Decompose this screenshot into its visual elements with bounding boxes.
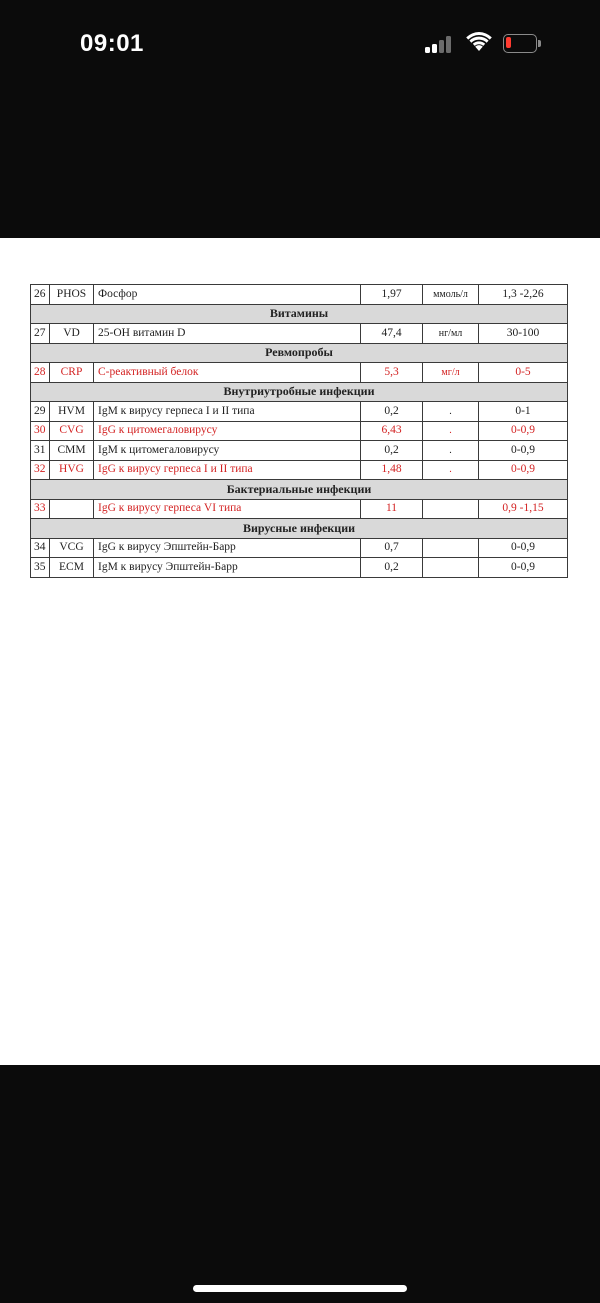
result-value-cell: 0,2 — [361, 441, 423, 461]
table-row — [31, 363, 568, 383]
test-code-cell: HVG — [50, 460, 94, 480]
reference-range-cell: 1,3 -2,26 — [479, 285, 568, 305]
row-number-cell: 32 — [31, 460, 50, 480]
section-title: Витамины — [31, 304, 568, 324]
section-header-row — [31, 480, 568, 500]
table-row — [31, 421, 568, 441]
unit-cell: нг/мл — [423, 324, 479, 344]
unit-cell — [423, 558, 479, 578]
section-header-row — [31, 519, 568, 539]
test-code-cell — [50, 499, 94, 519]
result-value-cell: 0,7 — [361, 538, 423, 558]
row-number-cell: 27 — [31, 324, 50, 344]
reference-range-cell: 0,9 -1,15 — [479, 499, 568, 519]
reference-range-cell: 0-0,9 — [479, 460, 568, 480]
result-value-cell: 5,3 — [361, 363, 423, 383]
unit-cell — [423, 538, 479, 558]
test-name-cell: IgG к вирусу герпеса VI типа — [94, 499, 361, 519]
test-code-cell: HVM — [50, 402, 94, 422]
result-value-cell: 1,48 — [361, 460, 423, 480]
unit-cell: ммоль/л — [423, 285, 479, 305]
section-header-row — [31, 382, 568, 402]
unit-cell: . — [423, 421, 479, 441]
reference-range-cell: 0-0,9 — [479, 441, 568, 461]
section-title: Вирусные инфекции — [31, 519, 568, 539]
test-name-cell: IgG к цитомегаловирусу — [94, 421, 361, 441]
wifi-icon — [466, 32, 492, 52]
battery-icon — [503, 34, 539, 53]
result-value-cell: 6,43 — [361, 421, 423, 441]
test-name-cell: IgM к цитомегаловирусу — [94, 441, 361, 461]
table-row — [31, 460, 568, 480]
reference-range-cell: 0-0,9 — [479, 558, 568, 578]
section-title: Бактериальные инфекции — [31, 480, 568, 500]
section-header-row — [31, 343, 568, 363]
row-number-cell: 29 — [31, 402, 50, 422]
row-number-cell: 31 — [31, 441, 50, 461]
result-value-cell: 47,4 — [361, 324, 423, 344]
test-code-cell: CMM — [50, 441, 94, 461]
document-page — [0, 238, 600, 1065]
unit-cell: . — [423, 460, 479, 480]
bottom-bar — [0, 1065, 600, 1303]
table-row — [31, 324, 568, 344]
reference-range-cell: 0-0,9 — [479, 538, 568, 558]
test-code-cell: PHOS — [50, 285, 94, 305]
test-code-cell: CRP — [50, 363, 94, 383]
row-number-cell: 30 — [31, 421, 50, 441]
test-code-cell: ECM — [50, 558, 94, 578]
row-number-cell: 34 — [31, 538, 50, 558]
section-title: Внутриутробные инфекции — [31, 382, 568, 402]
unit-cell: . — [423, 441, 479, 461]
test-code-cell: CVG — [50, 421, 94, 441]
unit-cell: . — [423, 402, 479, 422]
test-name-cell: IgM к вирусу герпеса I и II типа — [94, 402, 361, 422]
row-number-cell: 26 — [31, 285, 50, 305]
test-code-cell: VCG — [50, 538, 94, 558]
cellular-signal-icon — [425, 35, 457, 53]
table-row — [31, 285, 568, 305]
result-value-cell: 11 — [361, 499, 423, 519]
test-code-cell: VD — [50, 324, 94, 344]
home-indicator[interactable] — [193, 1285, 407, 1292]
test-name-cell: Фосфор — [94, 285, 361, 305]
lab-results-table — [30, 284, 568, 578]
table-row — [31, 499, 568, 519]
row-number-cell: 33 — [31, 499, 50, 519]
result-value-cell: 0,2 — [361, 402, 423, 422]
status-bar — [0, 0, 600, 238]
test-name-cell: IgG к вирусу Эпштейн-Барр — [94, 538, 361, 558]
reference-range-cell: 0-0,9 — [479, 421, 568, 441]
table-row — [31, 402, 568, 422]
status-time: 09:01 — [80, 30, 144, 57]
reference-range-cell: 0-5 — [479, 363, 568, 383]
reference-range-cell: 0-1 — [479, 402, 568, 422]
table-row — [31, 558, 568, 578]
section-title: Ревмопробы — [31, 343, 568, 363]
table-row — [31, 538, 568, 558]
test-name-cell: С-реактивный белок — [94, 363, 361, 383]
unit-cell — [423, 499, 479, 519]
reference-range-cell: 30-100 — [479, 324, 568, 344]
unit-cell: мг/л — [423, 363, 479, 383]
test-name-cell: IgG к вирусу герпеса I и II типа — [94, 460, 361, 480]
section-header-row — [31, 304, 568, 324]
row-number-cell: 28 — [31, 363, 50, 383]
result-value-cell: 0,2 — [361, 558, 423, 578]
row-number-cell: 35 — [31, 558, 50, 578]
test-name-cell: IgM к вирусу Эпштейн-Барр — [94, 558, 361, 578]
test-name-cell: 25-OH витамин D — [94, 324, 361, 344]
result-value-cell: 1,97 — [361, 285, 423, 305]
table-row — [31, 441, 568, 461]
